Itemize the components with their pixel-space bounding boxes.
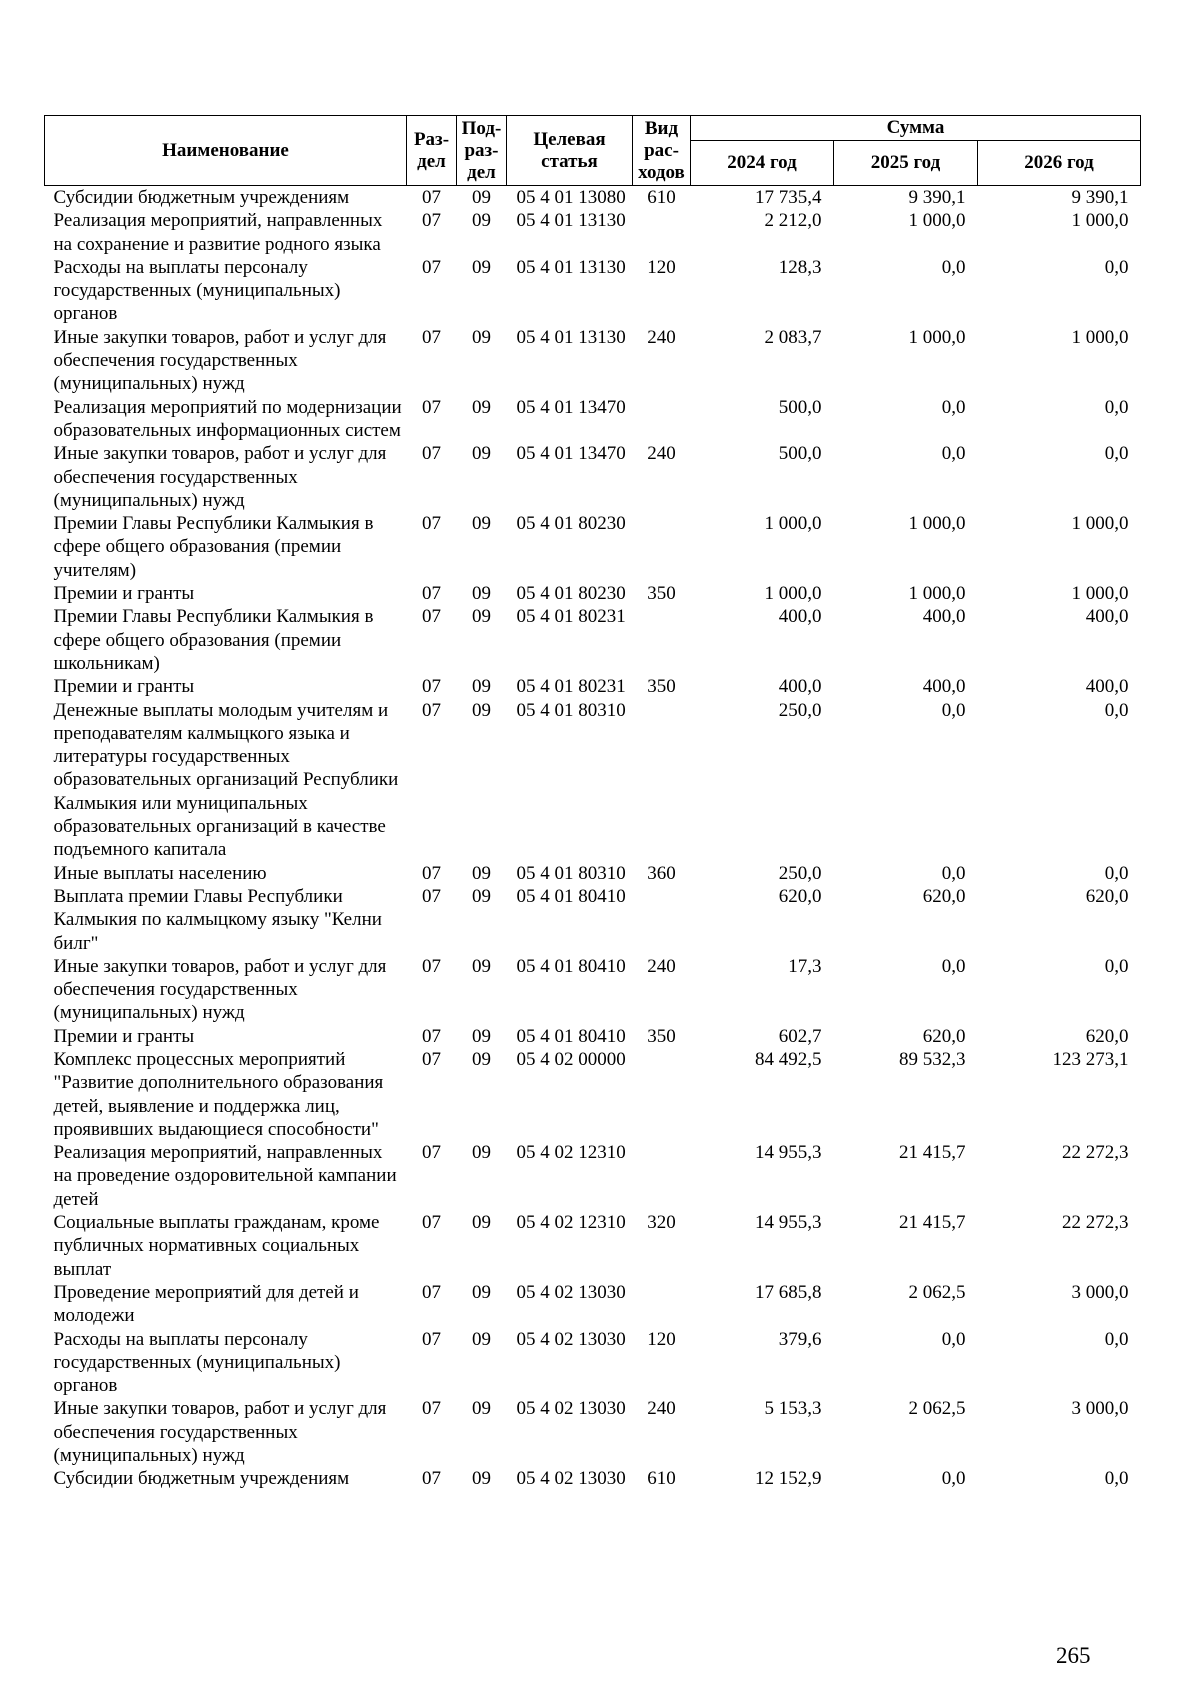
cell-sum-2026: 3 000,0 [1071, 1281, 1129, 1303]
cell-sum-2024: 12 152,9 [755, 1468, 822, 1490]
cell-sum-2025: 0,0 [941, 1468, 966, 1490]
table-row [45, 256, 1141, 326]
cell-name: Расходы на выплаты персоналу государственных (муниципальных) органов [53, 256, 341, 325]
cell-vid-rashodov [633, 1048, 691, 1141]
header-razdel: Раз- дел [407, 116, 457, 186]
cell-celevaya-statya: 05 4 01 13130 [516, 210, 626, 232]
cell-celevaya-statya: 05 4 01 13470 [516, 443, 626, 465]
cell-razdel: 07 [422, 326, 441, 348]
cell-vid-rashodov: 120 [647, 1328, 676, 1350]
cell-vid-rashodov: 610 [647, 187, 676, 208]
cell-name: Выплата премии Главы Республики Калмыкия по калмыцкому языку "Келни билг" [53, 885, 382, 954]
cell-name: Премии и гранты [53, 583, 195, 605]
cell-celevaya-statya: 05 4 01 80310 [516, 862, 626, 884]
cell-sum-2026: 9 390,1 [1071, 187, 1129, 208]
cell-name: Иные закупки товаров, работ и услуг для обеспечения государственных (муниципальных) нужд [53, 326, 387, 395]
cell-razdel: 07 [422, 187, 441, 208]
cell-razdel: 07 [422, 583, 441, 605]
cell-razdel: 07 [422, 1048, 441, 1070]
cell-name: Реализация мероприятий, направленных на сохранение и развитие родного языка [53, 210, 383, 255]
cell-sum-2024: 250,0 [778, 699, 822, 721]
cell-podrazdel: 09 [472, 1212, 491, 1234]
cell-vid-rashodov: 350 [647, 1025, 676, 1047]
cell-celevaya-statya: 05 4 02 00000 [516, 1048, 626, 1070]
cell-sum-2025: 1 000,0 [908, 513, 966, 535]
cell-vid-rashodov: 360 [647, 862, 676, 884]
cell-razdel: 07 [422, 885, 441, 907]
table-row [45, 1211, 1141, 1281]
cell-sum-2024: 84 492,5 [755, 1048, 822, 1070]
cell-sum-2025: 400,0 [922, 606, 966, 628]
cell-sum-2026: 620,0 [1085, 1025, 1129, 1047]
header-name: Наименование [45, 116, 407, 186]
cell-celevaya-statya: 05 4 01 80230 [516, 513, 626, 535]
cell-sum-2025: 2 062,5 [908, 1398, 966, 1420]
cell-vid-rashodov: 350 [647, 583, 676, 605]
table-row [45, 396, 1141, 443]
cell-sum-2024: 400,0 [778, 606, 822, 628]
table-row [45, 582, 1141, 605]
cell-sum-2026: 3 000,0 [1071, 1398, 1129, 1420]
cell-razdel: 07 [422, 955, 441, 977]
cell-podrazdel: 09 [472, 443, 491, 465]
cell-razdel: 07 [422, 210, 441, 232]
cell-sum-2024: 1 000,0 [764, 583, 822, 605]
cell-sum-2025: 2 062,5 [908, 1281, 966, 1303]
cell-sum-2026: 400,0 [1085, 606, 1129, 628]
cell-razdel: 07 [422, 256, 441, 278]
cell-sum-2025: 0,0 [941, 955, 966, 977]
cell-podrazdel: 09 [472, 885, 491, 907]
cell-sum-2026: 0,0 [1104, 256, 1129, 278]
cell-sum-2024: 17,3 [788, 955, 822, 977]
cell-name: Премии Главы Республики Калмыкия в сфере общего образования (премии школьникам) [53, 606, 374, 674]
cell-podrazdel: 09 [472, 1398, 491, 1420]
cell-vid-rashodov: 610 [647, 1468, 676, 1490]
table-row [45, 209, 1141, 256]
cell-vid-rashodov: 240 [647, 443, 676, 465]
table-row [45, 1141, 1141, 1211]
cell-podrazdel: 09 [472, 396, 491, 418]
table-row [45, 1328, 1141, 1398]
cell-sum-2026: 0,0 [1104, 1328, 1129, 1350]
cell-razdel: 07 [422, 1398, 441, 1420]
cell-vid-rashodov: 240 [647, 326, 676, 348]
cell-celevaya-statya: 05 4 01 13470 [516, 396, 626, 418]
cell-sum-2025: 1 000,0 [908, 583, 966, 605]
table-row [45, 1397, 1141, 1467]
cell-sum-2025: 0,0 [941, 1328, 966, 1350]
cell-razdel: 07 [422, 1468, 441, 1490]
cell-name: Премии и гранты [53, 676, 195, 698]
cell-sum-2026: 123 273,1 [1052, 1048, 1129, 1070]
cell-name: Социальные выплаты гражданам, кроме публичных нормативных социальных выплат [53, 1212, 380, 1280]
cell-sum-2024: 250,0 [778, 862, 822, 884]
table-row [45, 326, 1141, 396]
cell-name: Премии Главы Республики Калмыкия в сфере общего образования (премии учителям) [53, 513, 374, 581]
cell-podrazdel: 09 [472, 1048, 491, 1070]
table-row [45, 1048, 1141, 1141]
header-summa: Сумма [691, 116, 1141, 141]
cell-celevaya-statya: 05 4 01 13130 [516, 326, 626, 348]
cell-name: Иные закупки товаров, работ и услуг для обеспечения государственных (муниципальных) нужд [53, 1398, 387, 1467]
cell-razdel: 07 [422, 676, 441, 698]
cell-sum-2024: 400,0 [778, 676, 822, 698]
cell-vid-rashodov: 320 [647, 1212, 676, 1234]
cell-vid-rashodov: 350 [647, 676, 676, 698]
cell-razdel: 07 [422, 606, 441, 628]
cell-sum-2024: 128,3 [778, 256, 822, 278]
table-row [45, 512, 1141, 582]
table-row [45, 1467, 1141, 1490]
cell-sum-2025: 400,0 [922, 676, 966, 698]
header-celevaya-statya: Целевая статья [507, 116, 633, 186]
cell-celevaya-statya: 05 4 02 12310 [516, 1142, 626, 1164]
cell-celevaya-statya: 05 4 01 13080 [516, 187, 626, 208]
cell-sum-2025: 0,0 [941, 443, 966, 465]
cell-sum-2025: 620,0 [922, 885, 966, 907]
cell-podrazdel: 09 [472, 1142, 491, 1164]
header-podrazdel: Под- раз- дел [457, 116, 507, 186]
header-year-2025: 2025 год [834, 141, 978, 186]
header-year-2024: 2024 год [691, 141, 834, 186]
cell-sum-2026: 1 000,0 [1071, 583, 1129, 605]
cell-sum-2024: 2 212,0 [764, 210, 822, 232]
cell-name: Денежные выплаты молодым учителям и преподавателям калмыцкого языка и литературы государственных образовательных организаций Республики Калмыкия или муниципальных образовательных организаций в качестве подъемного капитала [53, 699, 399, 861]
cell-podrazdel: 09 [472, 1468, 491, 1490]
cell-vid-rashodov [633, 699, 691, 862]
cell-name: Реализация мероприятий, направленных на проведение оздоровительной кампании детей [53, 1142, 397, 1210]
cell-sum-2026: 620,0 [1085, 885, 1129, 907]
cell-podrazdel: 09 [472, 326, 491, 348]
cell-name: Комплекс процессных мероприятий "Развитие дополнительного образования детей, выявление и поддержка лиц, проявивших выдающиеся способности" [53, 1048, 384, 1140]
cell-razdel: 07 [422, 699, 441, 721]
table-header [45, 116, 1141, 186]
cell-podrazdel: 09 [472, 1328, 491, 1350]
table-row [45, 862, 1141, 885]
cell-name: Иные закупки товаров, работ и услуг для обеспечения государственных (муниципальных) нужд [53, 443, 387, 511]
cell-razdel: 07 [422, 1328, 441, 1350]
table-row [45, 1281, 1141, 1328]
cell-sum-2024: 5 153,3 [764, 1398, 822, 1420]
cell-sum-2025: 0,0 [941, 256, 966, 278]
table-body [45, 186, 1141, 1491]
cell-sum-2024: 602,7 [778, 1025, 822, 1047]
cell-sum-2025: 620,0 [922, 1025, 966, 1047]
cell-celevaya-statya: 05 4 02 12310 [516, 1212, 626, 1234]
budget-table-sheet [44, 115, 1140, 1491]
cell-razdel: 07 [422, 396, 441, 418]
table-row [45, 675, 1141, 698]
cell-name: Проведение мероприятий для детей и молодежи [53, 1281, 359, 1327]
table-row [45, 605, 1141, 675]
cell-podrazdel: 09 [472, 210, 491, 232]
table-row [45, 955, 1141, 1025]
cell-sum-2025: 9 390,1 [908, 187, 966, 208]
cell-razdel: 07 [422, 1025, 441, 1047]
header-year-2026: 2026 год [978, 141, 1141, 186]
cell-razdel: 07 [422, 862, 441, 884]
cell-sum-2024: 17 735,4 [755, 187, 822, 208]
cell-podrazdel: 09 [472, 256, 491, 278]
cell-vid-rashodov [633, 396, 691, 443]
cell-celevaya-statya: 05 4 01 80231 [516, 606, 626, 628]
cell-vid-rashodov: 240 [647, 955, 676, 977]
cell-sum-2026: 1 000,0 [1071, 326, 1129, 348]
cell-name: Иные закупки товаров, работ и услуг для обеспечения государственных (муниципальных) нужд [53, 955, 387, 1024]
cell-sum-2026: 0,0 [1104, 443, 1129, 465]
cell-sum-2026: 1 000,0 [1071, 210, 1129, 232]
cell-razdel: 07 [422, 1142, 441, 1164]
cell-sum-2026: 0,0 [1104, 396, 1129, 418]
cell-sum-2026: 22 272,3 [1062, 1142, 1129, 1164]
cell-sum-2025: 0,0 [941, 699, 966, 721]
cell-sum-2024: 14 955,3 [755, 1142, 822, 1164]
cell-sum-2025: 21 415,7 [899, 1142, 966, 1164]
cell-podrazdel: 09 [472, 1281, 491, 1303]
cell-razdel: 07 [422, 1281, 441, 1303]
cell-celevaya-statya: 05 4 01 80230 [516, 583, 626, 605]
cell-celevaya-statya: 05 4 02 13030 [516, 1398, 626, 1420]
cell-podrazdel: 09 [472, 606, 491, 628]
cell-sum-2024: 1 000,0 [764, 513, 822, 535]
cell-name: Субсидии бюджетным учреждениям [53, 187, 350, 208]
cell-podrazdel: 09 [472, 583, 491, 605]
cell-vid-rashodov [633, 885, 691, 955]
cell-sum-2026: 400,0 [1085, 676, 1129, 698]
cell-sum-2025: 1 000,0 [908, 210, 966, 232]
cell-razdel: 07 [422, 513, 441, 535]
cell-sum-2024: 500,0 [778, 396, 822, 418]
cell-podrazdel: 09 [472, 699, 491, 721]
cell-sum-2025: 89 532,3 [899, 1048, 966, 1070]
cell-name: Иные выплаты населению [53, 862, 267, 884]
cell-vid-rashodov [633, 512, 691, 582]
cell-sum-2026: 22 272,3 [1062, 1212, 1129, 1234]
cell-sum-2024: 17 685,8 [755, 1281, 822, 1303]
cell-vid-rashodov: 120 [647, 256, 676, 278]
table-row [45, 186, 1141, 210]
cell-celevaya-statya: 05 4 01 80310 [516, 699, 626, 721]
cell-podrazdel: 09 [472, 187, 491, 208]
cell-celevaya-statya: 05 4 01 80410 [516, 1025, 626, 1047]
cell-sum-2026: 0,0 [1104, 1468, 1129, 1490]
cell-vid-rashodov [633, 605, 691, 675]
table-row [45, 1025, 1141, 1048]
cell-celevaya-statya: 05 4 02 13030 [516, 1281, 626, 1303]
header-vid-rashodov: Вид рас- ходов [633, 116, 691, 186]
cell-name: Субсидии бюджетным учреждениям [53, 1468, 350, 1490]
cell-celevaya-statya: 05 4 01 13130 [516, 256, 626, 278]
cell-sum-2026: 0,0 [1104, 955, 1129, 977]
cell-sum-2025: 0,0 [941, 862, 966, 884]
cell-celevaya-statya: 05 4 01 80410 [516, 955, 626, 977]
table-row [45, 442, 1141, 512]
cell-sum-2024: 620,0 [778, 885, 822, 907]
cell-sum-2025: 1 000,0 [908, 326, 966, 348]
table-row [45, 699, 1141, 862]
cell-celevaya-statya: 05 4 01 80231 [516, 676, 626, 698]
cell-name: Реализация мероприятий по модернизации образовательных информационных систем [53, 396, 402, 441]
cell-podrazdel: 09 [472, 513, 491, 535]
cell-celevaya-statya: 05 4 02 13030 [516, 1468, 626, 1490]
table-row [45, 885, 1141, 955]
cell-vid-rashodov: 240 [647, 1398, 676, 1420]
cell-sum-2024: 14 955,3 [755, 1212, 822, 1234]
cell-vid-rashodov [633, 1281, 691, 1328]
cell-celevaya-statya: 05 4 02 13030 [516, 1328, 626, 1350]
page-number: 265 [1056, 1643, 1091, 1668]
cell-vid-rashodov [633, 209, 691, 256]
cell-celevaya-statya: 05 4 01 80410 [516, 885, 626, 907]
cell-sum-2024: 379,6 [778, 1328, 822, 1350]
cell-name: Расходы на выплаты персоналу государственных (муниципальных) органов [53, 1328, 341, 1397]
cell-sum-2026: 1 000,0 [1071, 513, 1129, 535]
cell-sum-2024: 2 083,7 [764, 326, 822, 348]
cell-razdel: 07 [422, 443, 441, 465]
cell-name: Премии и гранты [53, 1025, 195, 1047]
budget-table [44, 115, 1141, 1491]
cell-sum-2024: 500,0 [778, 443, 822, 465]
cell-podrazdel: 09 [472, 955, 491, 977]
cell-razdel: 07 [422, 1212, 441, 1234]
cell-sum-2025: 0,0 [941, 396, 966, 418]
cell-sum-2025: 21 415,7 [899, 1212, 966, 1234]
cell-vid-rashodov [633, 1141, 691, 1211]
cell-sum-2026: 0,0 [1104, 699, 1129, 721]
cell-podrazdel: 09 [472, 1025, 491, 1047]
cell-sum-2026: 0,0 [1104, 862, 1129, 884]
cell-podrazdel: 09 [472, 862, 491, 884]
cell-podrazdel: 09 [472, 676, 491, 698]
